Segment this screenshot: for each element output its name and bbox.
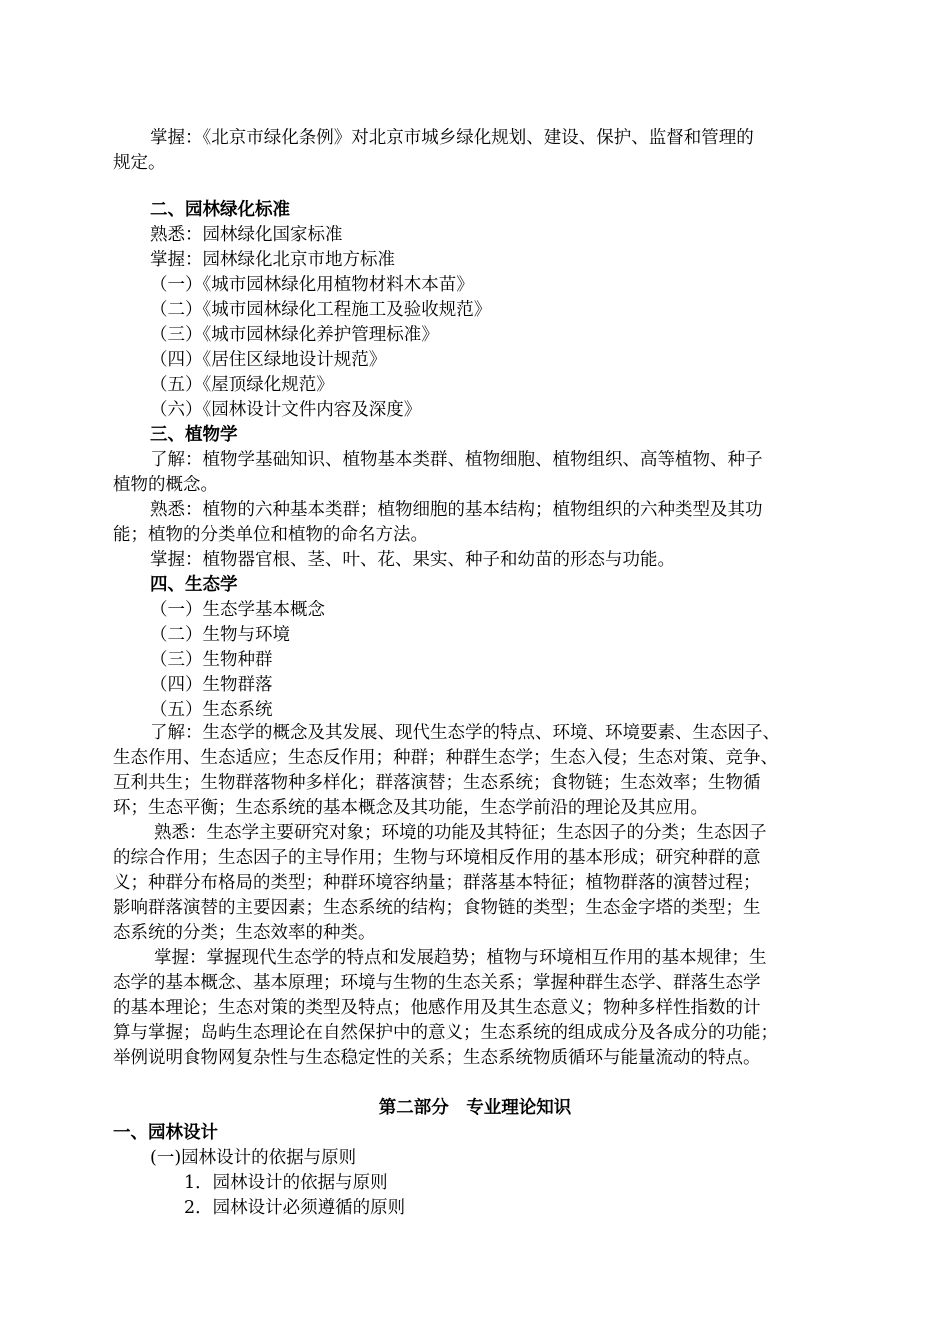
list-item: （一）生态学基本概念 bbox=[150, 600, 325, 620]
ecology-master-line-1: 掌握：掌握现代生态学的特点和发展趋势；植物与环境相互作用的基本规律；生 bbox=[154, 948, 767, 968]
subsection-heading: (一)园林设计的依据与原则 bbox=[150, 1148, 357, 1168]
list-item: （四）生物群落 bbox=[150, 675, 273, 695]
botany-master: 掌握：植物器官根、茎、叶、花、果实、种子和幼苗的形态与功能。 bbox=[150, 550, 675, 570]
ecology-familiar-line-2: 的综合作用；生态因子的主导作用；生物与环境相反作用的基本形成；研究种群的意 bbox=[113, 848, 761, 868]
part-title: 第二部分 专业理论知识 bbox=[378, 1098, 572, 1118]
botany-understand-line-1: 了解：植物学基础知识、植物基本类群、植物细胞、植物组织、高等植物、种子 bbox=[150, 450, 763, 470]
botany-familiar-line-2: 能；植物的分类单位和植物的命名方法。 bbox=[113, 525, 428, 545]
list-item: （六）《园林设计文件内容及深度》 bbox=[150, 400, 422, 420]
list-item: （三）《城市园林绿化养护管理标准》 bbox=[150, 325, 439, 345]
standards-master: 掌握：园林绿化北京市地方标准 bbox=[150, 250, 395, 270]
intro-line-2: 规定。 bbox=[113, 153, 166, 173]
ecology-familiar-line-5: 态系统的分类；生态效率的种类。 bbox=[113, 923, 376, 943]
list-item: （二）《城市园林绿化工程施工及验收规范》 bbox=[150, 300, 492, 320]
ecology-familiar-line-1: 熟悉：生态学主要研究对象；环境的功能及其特征；生态因子的分类；生态因子 bbox=[154, 823, 767, 843]
ecology-master-line-3: 的基本理论；生态对策的类型及特点；他感作用及其生态意义；物种多样性指数的计 bbox=[113, 998, 761, 1018]
list-item: （五）生态系统 bbox=[150, 700, 273, 720]
ecology-master-line-5: 举例说明食物网复杂性与生态稳定性的关系；生态系统物质循环与能量流动的特点。 bbox=[113, 1048, 761, 1068]
ecology-master-line-2: 态学的基本概念、基本原理；环境与生物的生态关系；掌握种群生态学、群落生态学 bbox=[113, 973, 761, 993]
botany-understand-line-2: 植物的概念。 bbox=[113, 475, 218, 495]
list-item: （一）《城市园林绿化用植物材料木本苗》 bbox=[150, 275, 474, 295]
list-item: 1．园林设计的依据与原则 bbox=[184, 1173, 388, 1193]
botany-familiar-line-1: 熟悉：植物的六种基本类群；植物细胞的基本结构；植物组织的六种类型及其功 bbox=[150, 500, 763, 520]
ecology-familiar-line-4: 影响群落演替的主要因素；生态系统的结构；食物链的类型；生态金字塔的类型；生 bbox=[113, 898, 761, 918]
list-item: （四）《居住区绿地设计规范》 bbox=[150, 350, 387, 370]
ecology-master-line-4: 算与掌握；岛屿生态理论在自然保护中的意义；生态系统的组成成分及各成分的功能； bbox=[113, 1023, 778, 1043]
ecology-understand-line-1: 了解：生态学的概念及其发展、现代生态学的特点、环境、环境要素、生态因子、 bbox=[150, 723, 780, 743]
ecology-understand-line-2: 生态作用、生态适应；生态反作用；种群；种群生态学；生态入侵；生态对策、竞争、 bbox=[113, 748, 778, 768]
list-item: （二）生物与环境 bbox=[150, 625, 290, 645]
list-item: （三）生物种群 bbox=[150, 650, 273, 670]
list-item: （五）《屋顶绿化规范》 bbox=[150, 375, 334, 395]
ecology-understand-line-3: 互利共生；生物群落物种多样化；群落演替；生态系统；食物链；生态效率；生物循 bbox=[113, 773, 761, 793]
section-heading-standards: 二、园林绿化标准 bbox=[150, 200, 290, 220]
intro-line-1: 掌握：《北京市绿化条例》对北京市城乡绿化规划、建设、保护、监督和管理的 bbox=[150, 128, 754, 148]
list-item: 2．园林设计必须遵循的原则 bbox=[184, 1198, 406, 1218]
section-heading-ecology: 四、生态学 bbox=[150, 575, 238, 595]
ecology-understand-line-4: 环；生态平衡；生态系统的基本概念及其功能，生态学前沿的理论及其应用。 bbox=[113, 798, 708, 818]
section-heading-garden-design: 一、园林设计 bbox=[113, 1123, 218, 1143]
section-heading-botany: 三、植物学 bbox=[150, 425, 238, 445]
ecology-familiar-line-3: 义；种群分布格局的类型；种群环境容纳量；群落基本特征；植物群落的演替过程； bbox=[113, 873, 761, 893]
standards-familiar: 熟悉：园林绿化国家标准 bbox=[150, 225, 343, 245]
